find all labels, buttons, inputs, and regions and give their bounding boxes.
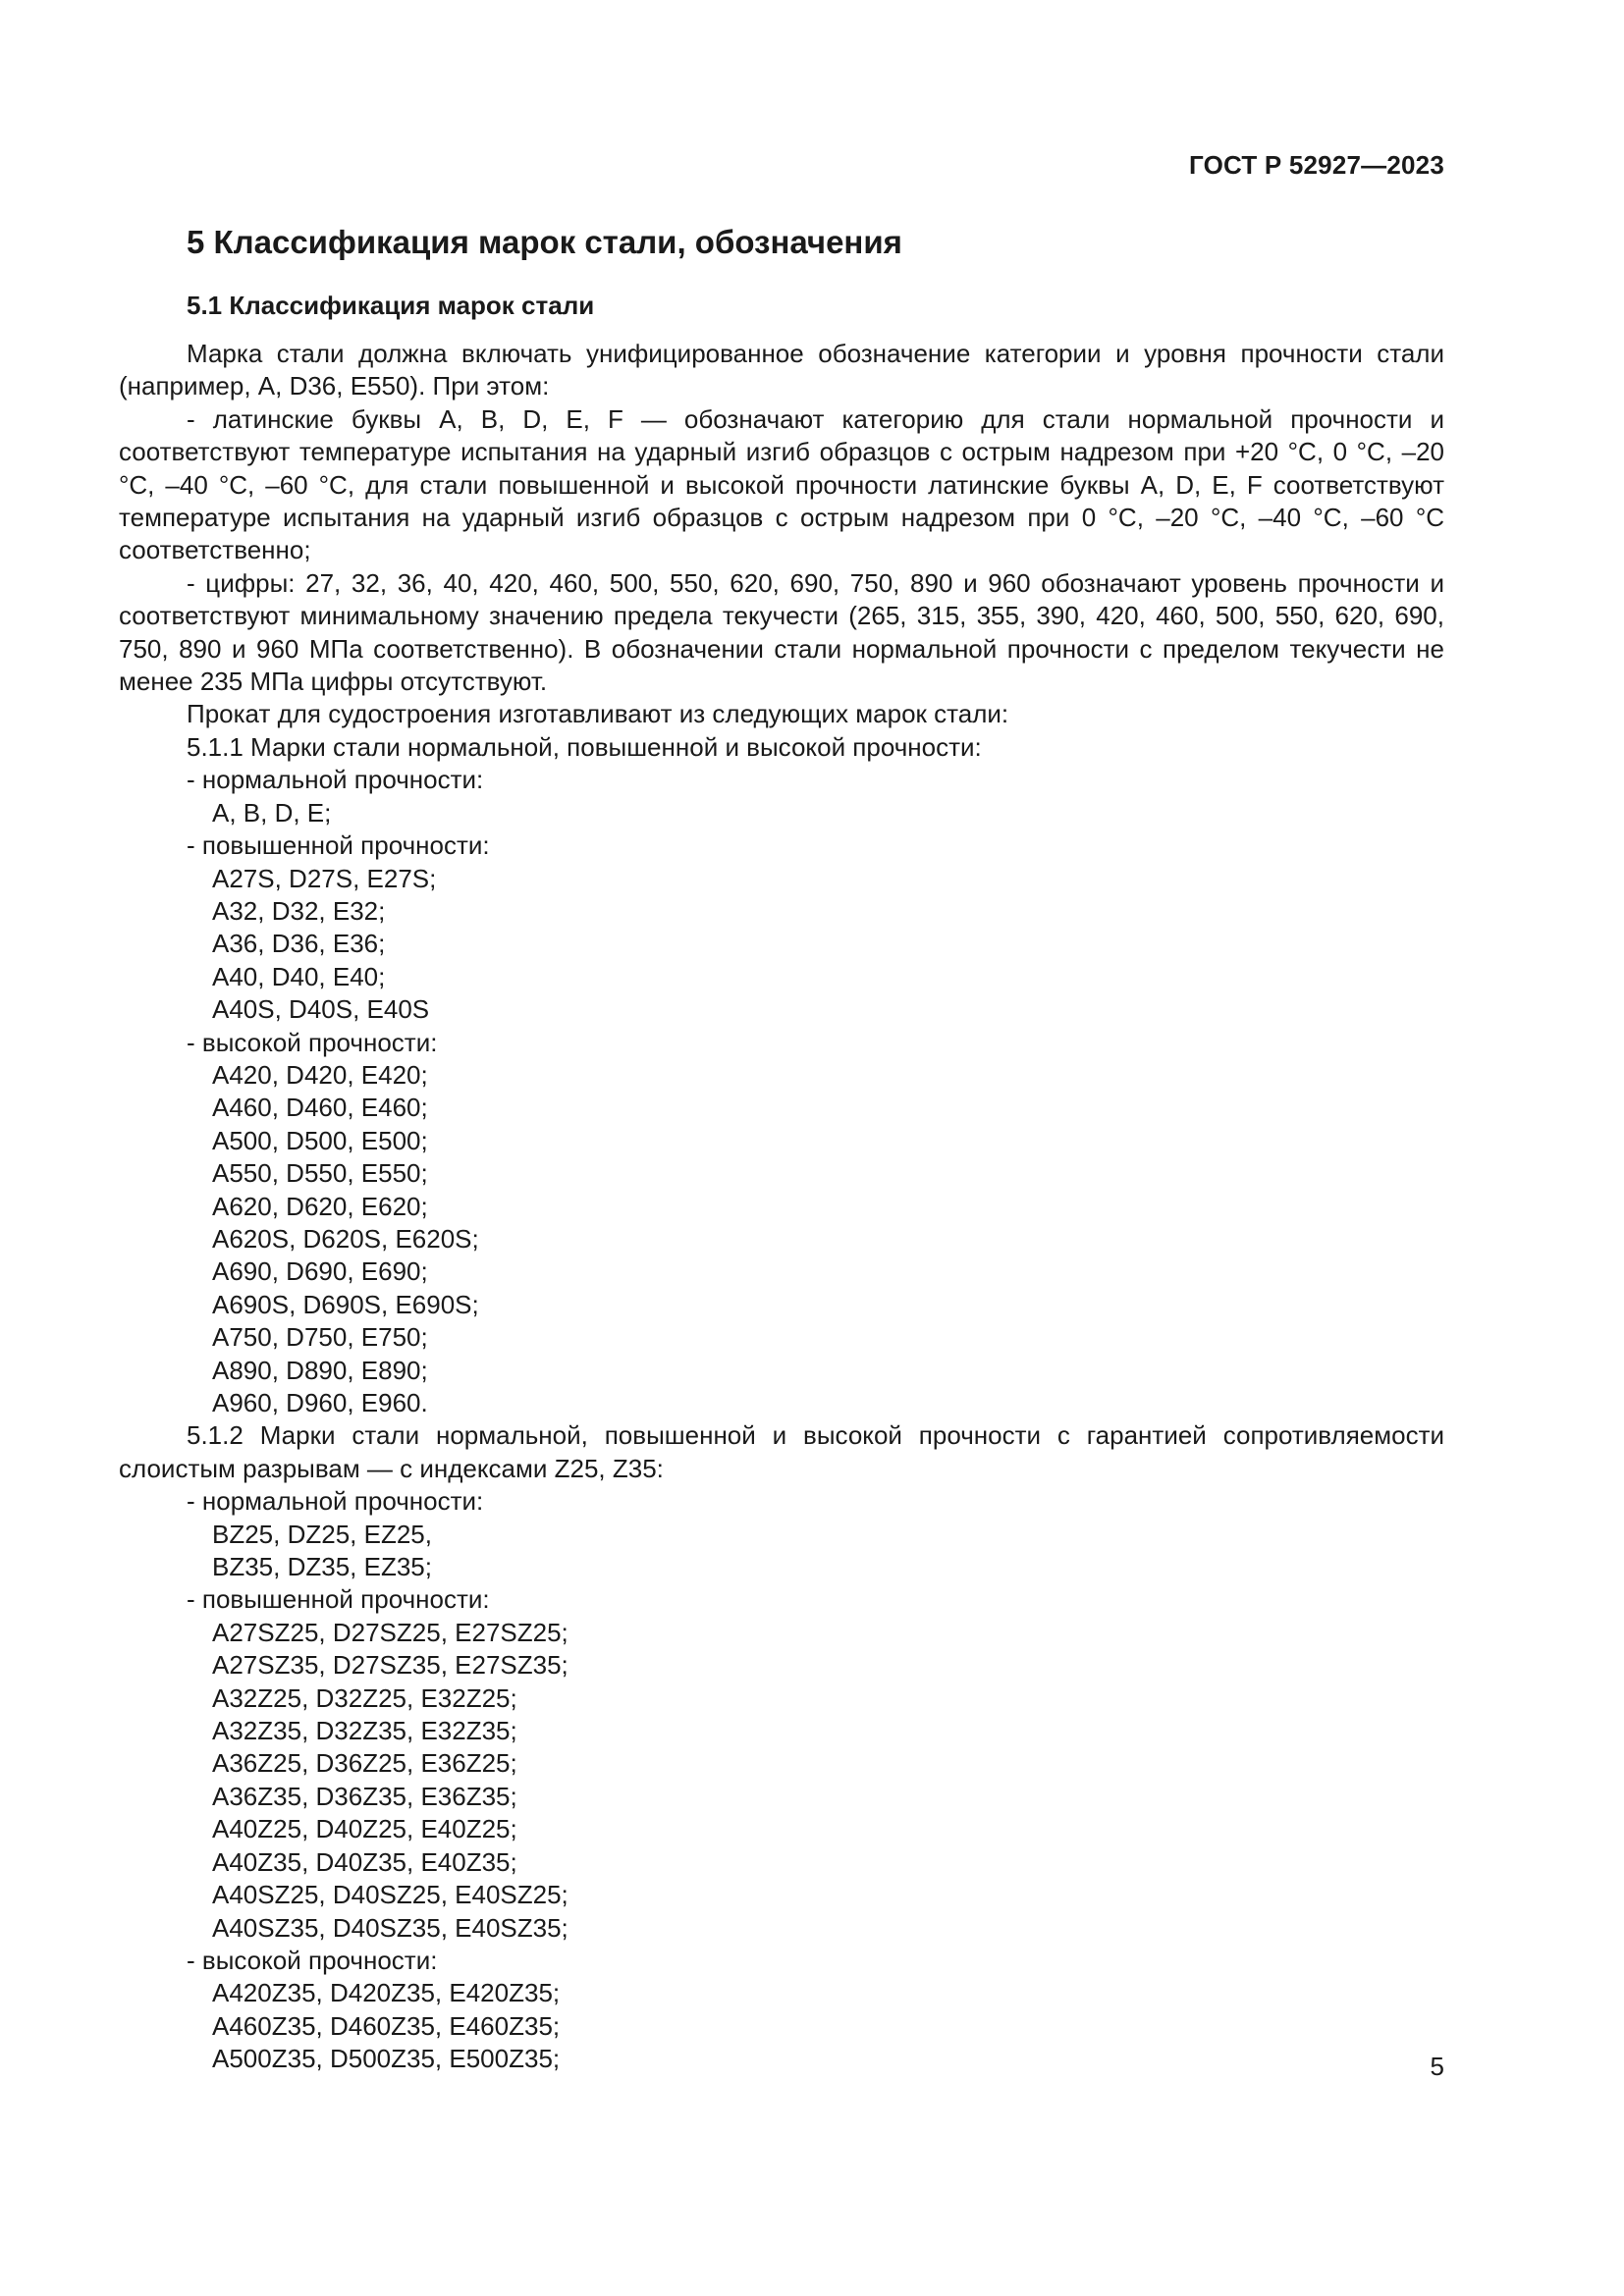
list-label-high: - высокой прочности:	[187, 1027, 438, 1057]
list-item: A27SZ25, D27SZ25, E27SZ25;	[212, 1617, 568, 1647]
list-item: A550, D550, E550;	[212, 1158, 428, 1189]
list-item: A690, D690, E690;	[212, 1256, 428, 1287]
intro-paragraph: Марка стали должна включать унифицированное обозначение категории и уровня прочности стали (например, A, D36, E550). При этом:	[119, 339, 1444, 401]
list-item: A890, D890, E890;	[212, 1355, 428, 1385]
list-item: A32Z35, D32Z35, E32Z35;	[212, 1716, 517, 1746]
list-item: A40SZ25, D40SZ25, E40SZ25;	[212, 1880, 568, 1910]
list-label-normal: - нормальной прочности:	[187, 1486, 484, 1517]
list-label-high: - высокой прочности:	[187, 1945, 438, 1975]
body-text	[119, 338, 1444, 2076]
list-item: A40SZ35, D40SZ35, E40SZ35;	[212, 1912, 568, 1943]
list-label-normal: - нормальной прочности:	[187, 765, 484, 795]
list-item: A420, D420, E420;	[212, 1059, 428, 1090]
list-item: A40Z25, D40Z25, E40Z25;	[212, 1814, 517, 1844]
page-number: 5	[1430, 2052, 1444, 2081]
list-item: A32, D32, E32;	[212, 895, 386, 926]
rolled-products-paragraph: Прокат для судостроения изготавливают из следующих марок стали:	[187, 699, 1009, 729]
list-item: A960, D960, E960.	[212, 1388, 428, 1417]
list-item: A36Z25, D36Z25, E36Z25;	[212, 1748, 517, 1779]
clause-5-1-2-heading: 5.1.2 Марки стали нормальной, повышенной и высокой прочности с гарантией сопротивляемости слоистым разрывам — с индексами Z25, Z35:	[119, 1420, 1444, 1483]
list-item: A460Z35, D460Z35, E460Z35;	[212, 2010, 561, 2041]
list-label-increased: - повышенной прочности:	[187, 830, 490, 861]
list-item: A500, D500, E500;	[212, 1125, 428, 1155]
clause-5-1-1-heading: 5.1.1 Марки стали нормальной, повышенной и высокой прочности:	[187, 731, 982, 762]
list-label-increased: - повышенной прочности:	[187, 1584, 490, 1615]
document-code: ГОСТ Р 52927—2023	[1189, 150, 1444, 180]
list-item: A40S, D40S, E40S	[212, 994, 430, 1025]
list-item: A460, D460, E460;	[212, 1093, 428, 1123]
list-item: A27SZ35, D27SZ35, E27SZ35;	[212, 1650, 568, 1681]
list-item: A420Z35, D420Z35, E420Z35;	[212, 1978, 561, 2008]
list-item: A620S, D620S, E620S;	[212, 1223, 479, 1254]
letters-paragraph: - латинские буквы A, B, D, E, F — обозначают категорию для стали нормальной прочности и соответствуют температуре испытания на ударный изгиб образцов с острым надрезом при +20 °C, 0 °C, –20 °C, –40 °C, –60 °C, для стали повышенной и высокой прочности латинские буквы A, D, E, F соответствуют температуре испытания на ударный изгиб образцов с острым надрезом при 0 °C, –20 °C, –40 °C, –60 °C соответственно;	[119, 403, 1444, 565]
subsection-title: 5.1 Классификация марок стали	[187, 291, 595, 320]
list-item: A, B, D, E;	[212, 797, 332, 828]
list-item: A36Z35, D36Z35, E36Z35;	[212, 1781, 517, 1811]
list-item: A36, D36, E36;	[212, 929, 386, 959]
list-item: BZ25, DZ25, EZ25,	[212, 1519, 432, 1549]
list-item: A40, D40, E40;	[212, 961, 386, 991]
list-item: A620, D620, E620;	[212, 1191, 428, 1221]
digits-paragraph: - цифры: 27, 32, 36, 40, 420, 460, 500, 550, 620, 690, 750, 890 и 960 обозначают уровень прочности и соответствуют минимальному значению предела текучести (265, 315, 355, 390, 420, 460, 500, 550, 620, 690, 750, 890 и 960 МПа соответственно). В обозначении стали нормальной прочности с пределом текучести не менее 235 МПа цифры отсутствуют.	[119, 567, 1444, 697]
list-item: A690S, D690S, E690S;	[212, 1289, 479, 1319]
list-item: A40Z35, D40Z35, E40Z35;	[212, 1846, 517, 1877]
list-item: A32Z25, D32Z25, E32Z25;	[212, 1682, 517, 1713]
list-item: A750, D750, E750;	[212, 1322, 428, 1353]
list-item: A27S, D27S, E27S;	[212, 863, 437, 893]
list-item: A500Z35, D500Z35, E500Z35;	[212, 2044, 561, 2074]
section-title: 5 Классификация марок стали, обозначения	[187, 224, 902, 260]
list-item: BZ35, DZ35, EZ35;	[212, 1552, 432, 1582]
